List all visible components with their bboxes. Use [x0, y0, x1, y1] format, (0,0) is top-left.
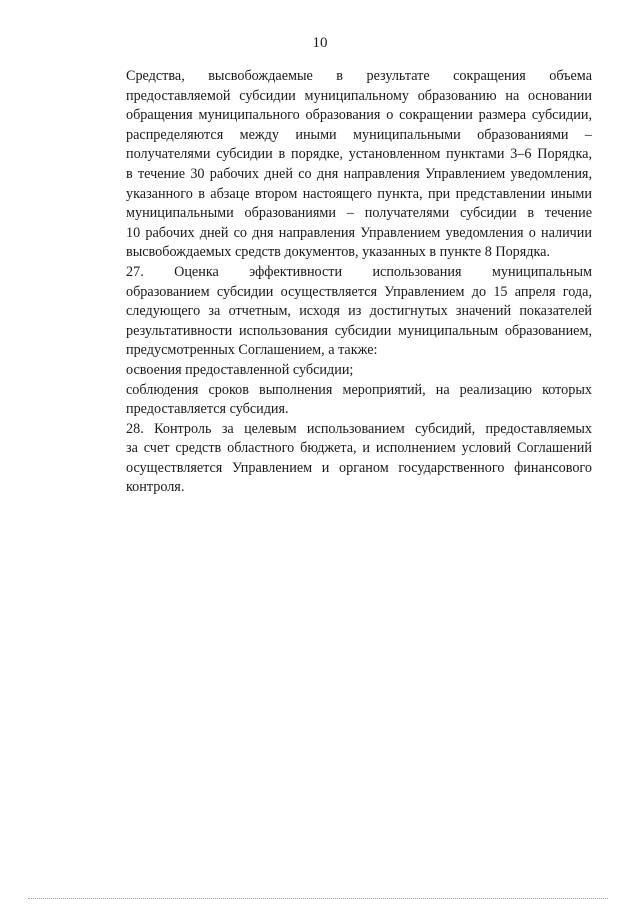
text-line: Средства, высвобождаемые в результате сокращения объема	[126, 68, 592, 84]
paragraph-subsidy-use	[88, 361, 592, 381]
text-line: предусмотренных Соглашением, а также:	[126, 342, 378, 359]
text-line: в течение 30 рабочих дней со дня направления Управлением уведомления,	[126, 165, 592, 182]
document-body	[88, 67, 592, 498]
text-line: получателями субсидии в порядке, установленном пунктами 3–6 Порядка,	[126, 146, 592, 163]
text-line: предоставляемой субсидии муниципальному образованию на основании	[126, 87, 592, 104]
text-line: предоставляется субсидия.	[126, 401, 289, 418]
paragraph-deadlines	[88, 381, 592, 420]
text-line: результативности использования субсидии муниципальным образованием,	[126, 322, 592, 339]
text-line: за счет средств областного бюджета, и исполнением условий Соглашений	[126, 440, 592, 457]
paragraph-28-control	[88, 420, 592, 498]
text-line: 28. Контроль за целевым использованием субсидий, предоставляемых	[126, 420, 592, 437]
text-line: высвобождаемых средств документов, указанных в пункте 8 Порядка.	[126, 244, 551, 261]
text-line: контроля.	[126, 479, 185, 496]
page-number: 10	[312, 35, 328, 51]
text-line: 10 рабочих дней со дня направления Управлением уведомления о наличии	[126, 224, 592, 241]
paragraph-funds-redistribution	[88, 67, 592, 263]
text-line: соблюдения сроков выполнения мероприятий, на реализацию которых	[126, 381, 592, 398]
text-line: образованием субсидии осуществляется Управлением до 15 апреля года,	[126, 283, 592, 300]
text-line: указанного в абзаце втором настоящего пункта, при представлении иными	[126, 185, 592, 202]
text-line: осуществляется Управлением и органом государственного финансового	[126, 459, 592, 476]
text-line: обращения муниципального образования о сокращении размера субсидии,	[126, 107, 592, 124]
paragraph-27-evaluation	[88, 263, 592, 361]
text-line: муниципальными образованиями – получателями субсидии в течение	[126, 205, 592, 222]
text-line: следующего за отчетным, исходя из достигнутых значений показателей	[126, 303, 592, 320]
scan-edge-line	[28, 898, 608, 899]
text-line: освоения предоставленной субсидии;	[126, 361, 354, 378]
text-line: распределяются между иными муниципальными образованиями –	[126, 126, 592, 143]
text-line: 27. Оценка эффективности использования муниципальным	[126, 263, 592, 280]
